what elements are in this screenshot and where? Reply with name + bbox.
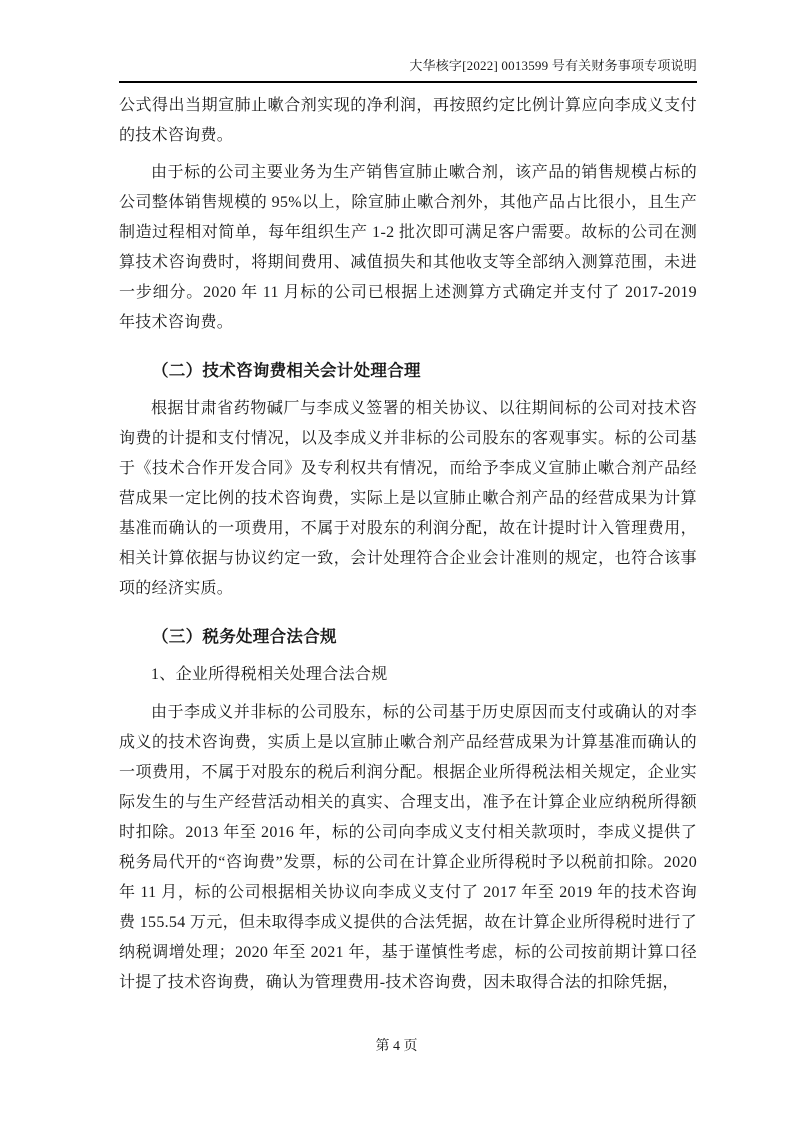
section-heading-tax-compliance: （三）税务处理合法合规: [152, 627, 337, 646]
page-footer: [0, 1036, 793, 1058]
paragraph-income-tax-treatment: 由于李成义并非标的公司股东，标的公司基于历史原因而支付或确认的对李成义的技术咨询费，实质上是以宣肺止嗽合剂产品经营成果为计算基准而确认的一项费用，不属于对股东的税后利润分配。根据企业所得税法相关规定，企业实际发生的与生产经营活动相关的真实、合理支出，准予在计算企业应纳税所得额时扣除。2013 年至 2016 年，标的公司向李成义支付相关款项时，李成义提供了税务局代开的“咨询费”发票，标的公司在计算企业所得税时予以税前扣除。2020 年 11 月，标的公司根据相关协议向李成义支付了 2017 年至 2019 年的技术咨询费 155.54 万元，但未取得李成义提供的合法凭据，故在计算企业所得税时进行了纳税调增处理；2020 年至 2021 年，基于谨慎性考虑，标的公司按前期计算口径计提了技术咨询费，确认为管理费用-技术咨询费，因未取得合法的扣除凭据，: [119, 704, 697, 991]
paragraph-measurement-basis: 由于标的公司主要业务为生产销售宣肺止嗽合剂，该产品的销售规模占标的公司整体销售规模的 95%以上，除宣肺止嗽合剂外，其他产品占比很小，且生产制造过程相对简单，每年组织生产 1-2 批次即可满足客户需要。故标的公司在测算技术咨询费时，将期间费用、减值损失和其他收支等全部纳入测算范围，未进一步细分。2020 年 11 月标的公司已根据上述测算方式确定并支付了 2017-2019 年技术咨询费。: [119, 164, 697, 331]
paragraph-accounting-treatment: 根据甘肃省药物碱厂与李成义签署的相关协议、以往期间标的公司对技术咨询费的计提和支付情况，以及李成义并非标的公司股东的客观事实。标的公司基于《技术合作开发合同》及专利权共有情况，而给予李成义宣肺止嗽合剂产品经营成果一定比例的技术咨询费，实际上是以宣肺止嗽合剂产品的经营成果为计算基准而确认的一项费用，不属于对股东的利润分配，故在计提时计入管理费用，相关计算依据与协议约定一致，会计处理符合企业会计准则的规定，也符合该事项的经济实质。: [119, 400, 697, 597]
header-reference-number: 大华核字[2022] 0013599 号有关财务事项专项说明: [409, 58, 697, 73]
subsection-heading-income-tax: 1、企业所得税相关处理合法合规: [151, 666, 388, 683]
document-body: [119, 84, 697, 1005]
paragraph-continuation: 公式得出当期宣肺止嗽合剂实现的净利润，再按照约定比例计算应向李成义支付的技术咨询费。: [119, 97, 697, 144]
section-heading-accounting-treatment: （二）技术咨询费相关会计处理合理: [152, 361, 421, 380]
page-number: 第 4 页: [375, 1039, 418, 1054]
page-header: [119, 57, 697, 83]
